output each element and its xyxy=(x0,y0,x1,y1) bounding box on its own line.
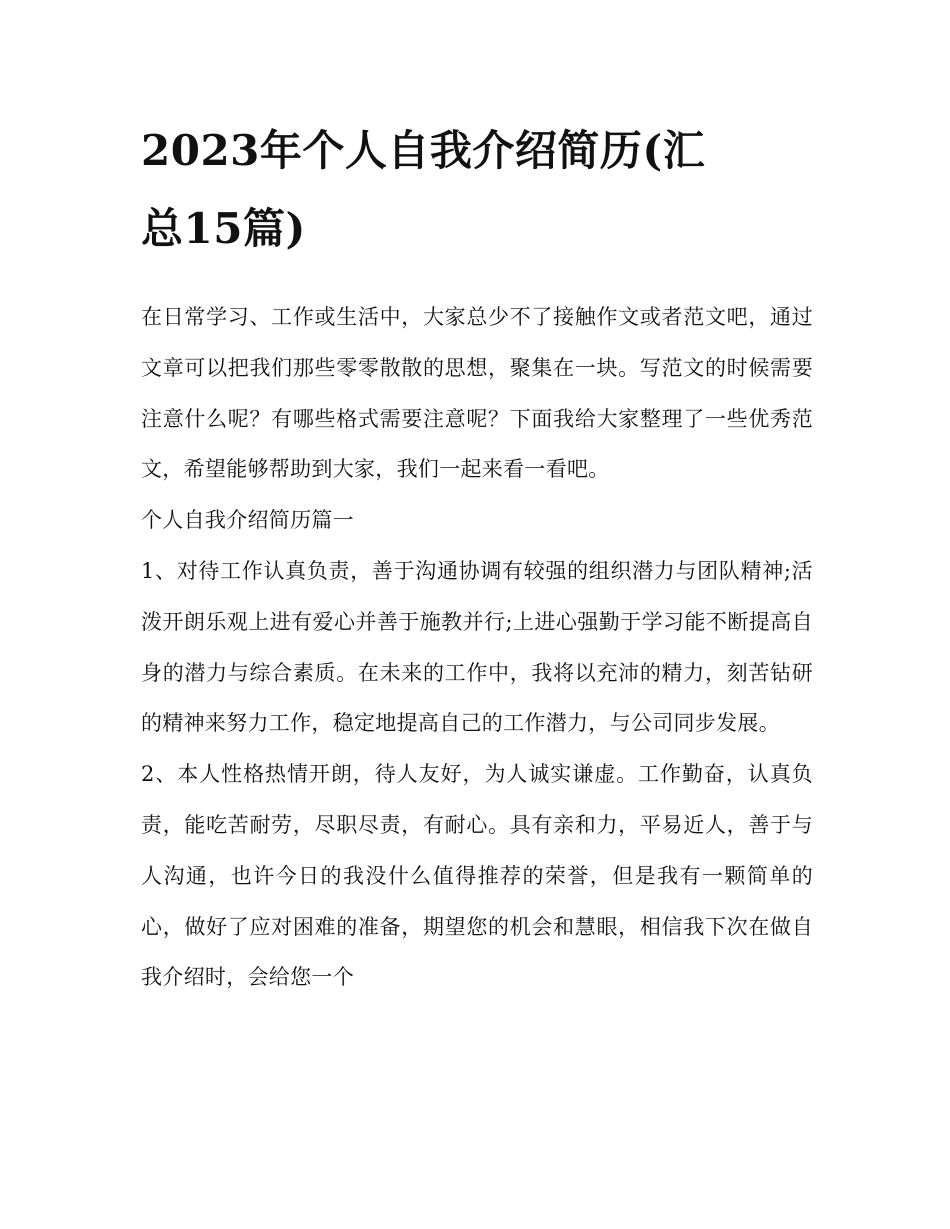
title-line-2: 总15篇) xyxy=(141,204,306,253)
intro-paragraph: 在日常学习、工作或生活中，大家总少不了接触作文或者范文吧，通过文章可以把我们那些零零散散的思想，聚集在一块。写范文的时候需要注意什么呢？有哪些格式需要注意呢？下面我给大家整理了一些优秀范文，希望能够帮助到大家，我们一起来看一看吧。 xyxy=(141,305,813,482)
body-paragraph-2: 2、本人性格热情开朗，待人友好，为人诚实谦虚。工作勤奋，认真负责，能吃苦耐劳，尽职尽责，有耐心。具有亲和力，平易近人，善于与人沟通，也许今日的我没什么值得推荐的荣誉，但是我有一颗简单的心，做好了应对困难的准备，期望您的机会和慧眼，相信我下次在做自我介绍时，会给您一个 xyxy=(141,762,813,990)
section-heading: 个人自我介绍简历篇一 xyxy=(141,508,354,533)
document-body xyxy=(141,292,813,1003)
title-line-1: 2023年个人自我介绍简历(汇 xyxy=(141,126,706,175)
document-page xyxy=(141,112,813,1003)
body-paragraph-1: 1、对待工作认真负责，善于沟通协调有较强的组织潜力与团队精神;活泼开朗乐观上进有爱心并善于施教并行;上进心强勤于学习能不断提高自身的潜力与综合素质。在未来的工作中，我将以充沛的精力，刻苦钻研的精神来努力工作，稳定地提高自己的工作潜力，与公司同步发展。 xyxy=(141,558,813,736)
document-title xyxy=(141,112,813,268)
